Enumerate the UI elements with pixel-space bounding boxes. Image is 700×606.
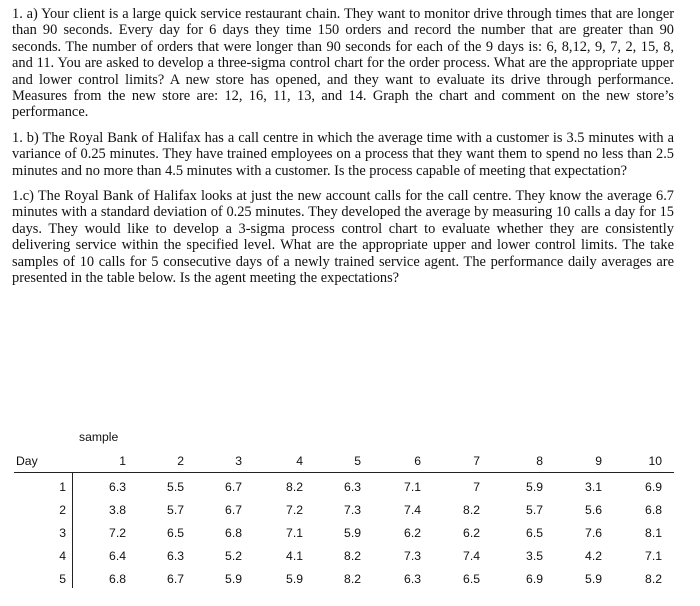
sample-number-header: 9 (595, 454, 602, 468)
table-cell: 7.1 (645, 549, 662, 563)
table-cell: 6.3 (344, 480, 361, 494)
table-cell: 8.1 (645, 526, 662, 540)
table-cell: 6.5 (526, 526, 543, 540)
sample-number-header: 7 (473, 454, 480, 468)
table-cell: 7.1 (404, 480, 421, 494)
sample-header: sample (79, 430, 119, 444)
sample-number-header: 10 (648, 454, 662, 468)
table-cell: 6.8 (109, 572, 126, 586)
day-column-divider (72, 472, 73, 588)
table-cell: 6.7 (167, 572, 184, 586)
question-text (12, 6, 674, 287)
table-cell: 7.3 (404, 549, 421, 563)
table-cell: 5.9 (286, 572, 303, 586)
table-cell: 5.9 (225, 572, 242, 586)
table-cell: 6.4 (109, 549, 126, 563)
table-cell: 6.2 (404, 526, 421, 540)
header-divider (14, 472, 674, 473)
table-cell: 7.2 (109, 526, 126, 540)
table-cell: 6.8 (225, 526, 242, 540)
sample-number-header: 1 (119, 454, 126, 468)
table-cell: 6.5 (463, 572, 480, 586)
paragraph-1c: 1.c) The Royal Bank of Halifax looks at just the new account calls for the call centre. They know the average 6.7 minutes with a standard deviation of 0.25 minutes. They developed the average by measuring 10 calls a day for 15 days. They would like to develop a 3-sigma process control chart to evaluate whether they are consistently delivering service within the specified level. What are the appropriate upper and lower control limits. The take samples of 10 calls for 5 consecutive days of a newly trained service agent. The performance daily averages are presented in the table below. Is the agent meeting the expectations? (12, 188, 674, 287)
sample-number-header: 5 (354, 454, 361, 468)
sample-number-header: 2 (177, 454, 184, 468)
table-cell: 3.1 (585, 480, 602, 494)
day-number: 5 (59, 572, 66, 586)
table-cell: 6.9 (526, 572, 543, 586)
table-cell: 3.5 (526, 549, 543, 563)
day-number: 4 (59, 549, 66, 563)
table-cell: 5.9 (585, 572, 602, 586)
table-cell: 6.5 (167, 526, 184, 540)
table-cell: 5.9 (526, 480, 543, 494)
table-cell: 6.7 (225, 480, 242, 494)
sample-number-header: 4 (296, 454, 303, 468)
table-cell: 8.2 (645, 572, 662, 586)
table-cell: 7.4 (463, 549, 480, 563)
day-number: 1 (59, 480, 66, 494)
paragraph-1b: 1. b) The Royal Bank of Halifax has a call centre in which the average time with a customer is 3.5 minutes with a variance of 0.25 minutes. They have trained employees on a process that they want them to spend no less than 2.5 minutes and no more than 4.5 minutes with a customer. Is the process capable of meeting that expectation? (12, 129, 674, 179)
table-cell: 7 (473, 480, 480, 494)
table-cell: 6.3 (404, 572, 421, 586)
sample-number-header: 8 (536, 454, 543, 468)
table-cell: 4.1 (286, 549, 303, 563)
table-cell: 7.6 (585, 526, 602, 540)
table-cell: 5.7 (526, 503, 543, 517)
table-cell: 5.7 (167, 503, 184, 517)
table-cell: 7.2 (286, 503, 303, 517)
table-cell: 5.6 (585, 503, 602, 517)
table-cell: 6.3 (167, 549, 184, 563)
sample-table (14, 430, 674, 590)
table-cell: 5.9 (344, 526, 361, 540)
table-cell: 6.7 (225, 503, 242, 517)
table-cell: 7.3 (344, 503, 361, 517)
table-cell: 6.8 (645, 503, 662, 517)
table-cell: 5.2 (225, 549, 242, 563)
day-number: 2 (59, 503, 66, 517)
table-cell: 6.2 (463, 526, 480, 540)
table-cell: 3.8 (109, 503, 126, 517)
table-cell: 8.2 (344, 572, 361, 586)
table-cell: 5.5 (167, 480, 184, 494)
day-header: Day (16, 454, 38, 468)
sample-number-header: 3 (235, 454, 242, 468)
table-cell: 4.2 (585, 549, 602, 563)
table-cell: 8.2 (463, 503, 480, 517)
table-cell: 6.3 (109, 480, 126, 494)
table-cell: 7.4 (404, 503, 421, 517)
paragraph-1a: 1. a) Your client is a large quick service restaurant chain. They want to monitor drive through times that are longer than 90 seconds. Every day for 6 days they time 150 orders and record the number that are greater than 90 seconds. The number of orders that were longer than 90 seconds for each of the 9 days is: 6, 8,12, 9, 7, 2, 15, 8, and 11. You are asked to develop a three-sigma control chart for the order process. What are the appropriate upper and lower control limits? A new store has opened, and they want to evaluate its drive through performance. Measures from the new store are: 12, 16, 11, 13, and 14. Graph the chart and comment on the new store’s performance. (12, 6, 674, 121)
table-cell: 7.1 (286, 526, 303, 540)
sample-number-header: 6 (414, 454, 421, 468)
table-cell: 6.9 (645, 480, 662, 494)
day-number: 3 (59, 526, 66, 540)
table-cell: 8.2 (344, 549, 361, 563)
table-cell: 8.2 (286, 480, 303, 494)
